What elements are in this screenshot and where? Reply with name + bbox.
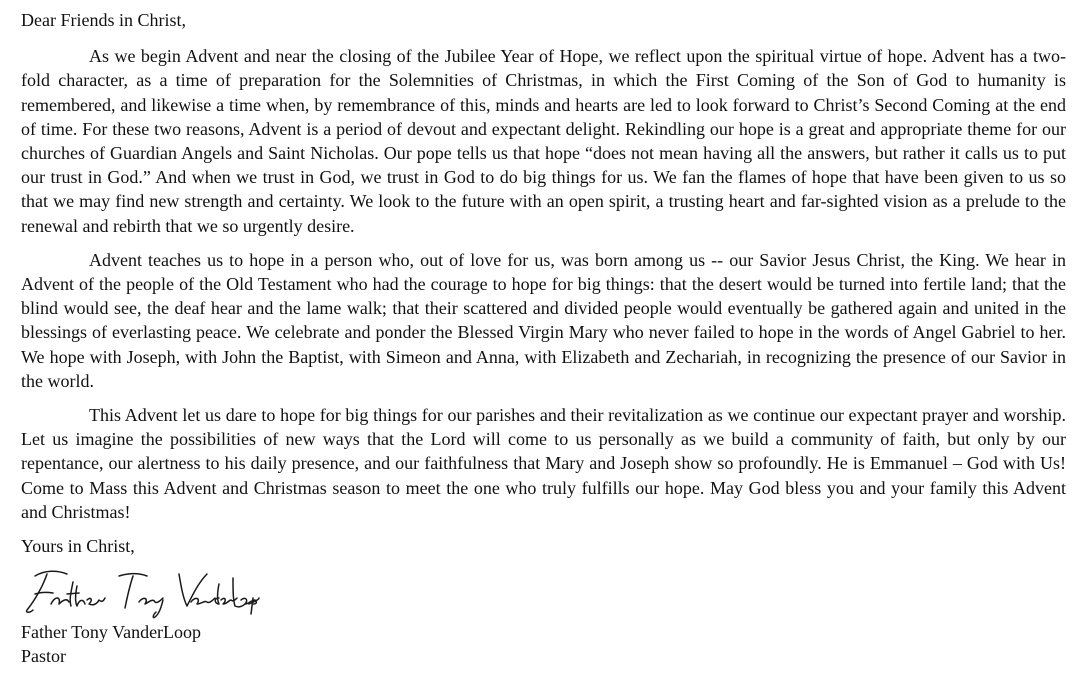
signer-title: Pastor xyxy=(21,646,66,667)
closing: Yours in Christ, xyxy=(21,536,135,557)
paragraph-hope: As we begin Advent and near the closing of the Jubilee Year of Hope, we reflect upon the spiritual virtue of hope. Advent has a two-fold character, as a time of preparation for the Solemnities of Christmas, in which the First Coming of the Son of God to humanity is remembered, and likewise a time when, by remembrance of this, minds and hearts are led to look forward to Christ’s Second Coming at the end of time. For these two reasons, Advent is a period of devout and expectant delight. Rekindling our hope is a great and appropriate theme for our churches of Guardian Angels and Saint Nicholas. Our pope tells us that hope “does not mean having all the answers, but rather it calls us to put our trust in God.” And when we trust in God, we trust in God to do big things for us. We fan the flames of hope that have been given to us so that we may find new strength and certainty. We look to the future with an open spirit, a trusting heart and far-sighted vision as a prelude to the renewal and rebirth that we so urgently desire. xyxy=(21,46,1066,236)
letter xyxy=(21,0,1066,668)
paragraph-advent-teaches: Advent teaches us to hope in a person who, out of love for us, was born among us -- our Savior Jesus Christ, the King. We hear in Advent of the people of the Old Testament who had the courage to hope for big things: that the desert would be turned into fertile land; that the blind would see, the deaf hear and the lame walk; that their scattered and divided people would eventually be gathered again and united in the blessings of everlasting peace. We celebrate and ponder the Blessed Virgin Mary who never failed to hope in the words of Angel Gabriel to her. We hope with Joseph, with John the Baptist, with Simeon and Anna, with Elizabeth and Zechariah, in recognizing the presence of our Savior in the world. xyxy=(21,249,1066,391)
handwritten-signature xyxy=(21,564,261,620)
salutation: Dear Friends in Christ, xyxy=(21,10,186,30)
paragraph-this-advent: This Advent let us dare to hope for big things for our parishes and their revitalization as we continue our expectant prayer and worship. Let us imagine the possibilities of new ways that the Lord will come to us personally as we build a community of faith, but only by our repentance, our alertness to his daily presence, and our faithfulness that Mary and Joseph show so profoundly. He is Emmanuel – God with Us! Come to Mass this Advent and Christmas season to meet the one who truly fulfills our hope. May God bless you and your family this Advent and Christmas! xyxy=(21,405,1066,522)
signer-name: Father Tony VanderLoop xyxy=(21,622,202,643)
